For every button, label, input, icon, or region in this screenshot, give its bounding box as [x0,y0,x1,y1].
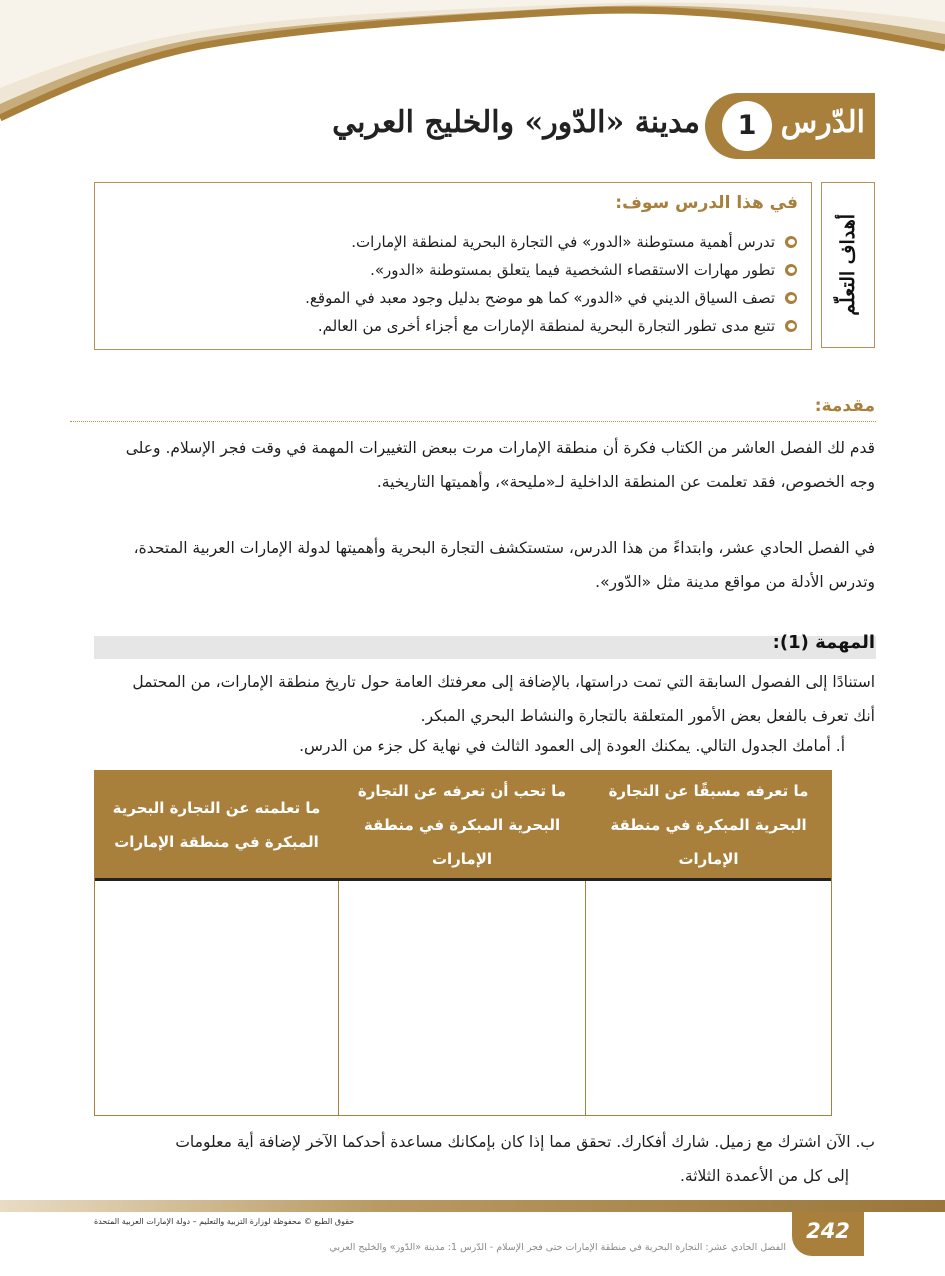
paragraph-line: أنك تعرف بالفعل بعض الأمور المتعلقة بالتجارة والنشاط البحري المبكر. [420,707,875,725]
objective-text: تتبع مدى تطور التجارة البحرية لمنطقة الإمارات مع أجزاء أخرى من العالم. [317,317,775,335]
paragraph-line: في الفصل الحادي عشر، وابتداءً من هذا الدرس، ستستكشف التجارة البحرية وأهميتها لدولة الإمارات العربية المتحدة، [133,539,875,557]
bullet-icon [785,264,797,276]
objective-item [351,233,797,251]
objectives-heading: في هذا الدرس سوف: [615,193,798,213]
table-cell-want[interactable] [340,881,585,1115]
lesson-word: الدّرس [780,105,865,140]
column-divider [585,881,586,1115]
intro-heading: مقدمة: [814,396,875,416]
column-divider [338,881,339,1115]
kwl-table [94,770,832,1116]
paragraph-line: وتدرس الأدلة من مواقع مدينة مثل «الدّور». [595,573,875,591]
paragraph-line: قدم لك الفصل العاشر من الكتاب فكرة أن منطقة الإمارات مرت ببعض التغييرات المهمة في وقت فجر الإسلام. وعلى [125,439,875,457]
learning-objectives-label: أهداف التعلّم [837,214,859,316]
intro-divider [70,421,876,422]
running-footer: الفصل الحادي عشر: التجارة البحرية في منطقة الإمارات حتى فجر الإسلام - الدّرس 1: مدينة «الدّور» والخليج العربي [329,1242,786,1253]
footer-band [0,1200,945,1212]
lesson-title: مدينة «الدّور» والخليج العربي [332,105,700,140]
paragraph-line: إلى كل من الأعمدة الثلاثة. [680,1167,849,1185]
page-number: 242 [806,1219,850,1243]
table-cell-know[interactable] [587,881,831,1115]
objective-item [305,289,797,307]
paragraph-line: استنادًا إلى الفصول السابقة التي تمت دراستها، بالإضافة إلى معرفتك العامة حول تاريخ منطقة الإمارات، من المحتمل [132,673,875,691]
bullet-icon [785,320,797,332]
table-header-row [95,771,831,881]
column-header-want: ما تحب أن تعرفه عن التجارة البحرية المبكرة في منطقة الإمارات [357,781,567,868]
column-header-learned: ما تعلمته عن التجارة البحرية المبكرة في منطقة الإمارات [112,798,321,851]
paragraph-line: وجه الخصوص، فقد تعلمت عن المنطقة الداخلية لـ«مليحة»، وأهميتها التاريخية. [376,473,875,491]
task-item-b [60,1125,875,1193]
lesson-number-badge: 1 [722,101,772,151]
copyright-notice: حقوق الطبع © محفوظة لوزارة التربية والتعليم – دولة الإمارات العربية المتحدة [94,1217,355,1226]
objective-text: تطور مهارات الاستقصاء الشخصية فيما يتعلق بمستوطنة «الدور». [370,261,775,279]
column-header-know: ما تعرفه مسبقًا عن التجارة البحرية المبكرة في منطقة الإمارات [608,781,809,868]
task-heading: المهمة (1): [772,632,875,653]
intro-paragraph-1 [60,431,875,499]
learning-objectives-tab [821,182,875,348]
intro-paragraph-2 [60,531,875,599]
bullet-icon [785,292,797,304]
learning-objectives-box [94,182,812,350]
objective-text: تدرس أهمية مستوطنة «الدور» في التجارة البحرية لمنطقة الإمارات. [351,233,775,251]
task-item-a: أ. أمامك الجدول التالي. يمكنك العودة إلى العمود الثالث في نهاية كل جزء من الدرس. [299,737,845,755]
task-heading-bar [94,636,876,659]
paragraph-line: ب. الآن اشترك مع زميل. شارك أفكارك. تحقق مما إذا كان بإمكانك مساعدة أحدكما الآخر لإضافة أية معلومات [175,1133,875,1151]
objective-item [370,261,797,279]
objective-item [318,317,797,335]
bullet-icon [785,236,797,248]
table-cell-learned[interactable] [95,881,338,1115]
task-instructions [60,665,875,733]
objective-text: تصف السياق الديني في «الدور» كما هو موضح بدليل وجود معبد في الموقع. [305,289,775,307]
